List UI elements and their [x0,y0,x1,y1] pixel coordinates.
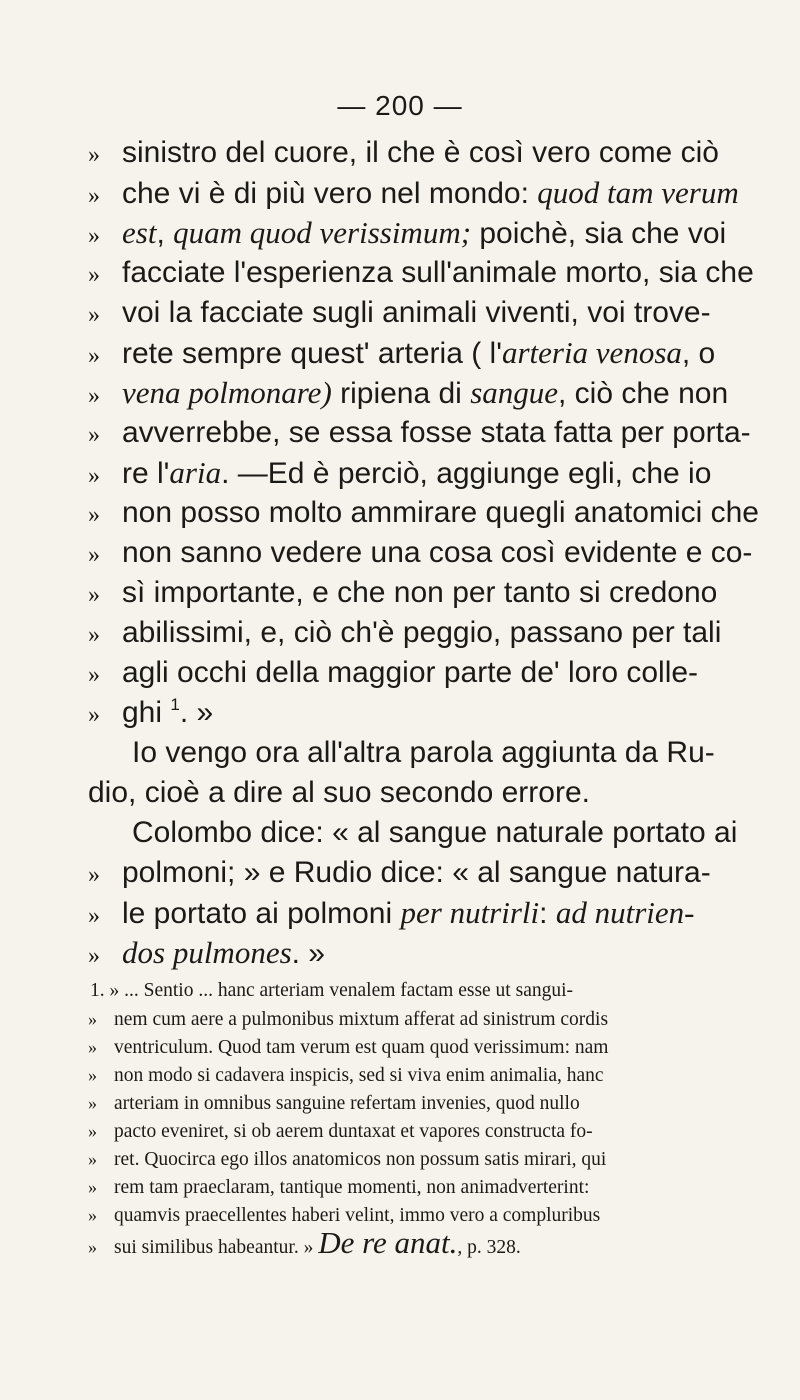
text-segment: Io vengo ora all'altra parola aggiunta da Ru- [132,736,715,769]
quote-mark: » [88,542,100,568]
body-line [88,493,758,533]
text-segment: ventriculum. Quod tam verum est quam quod verissimum: nam [114,1037,609,1058]
quote-mark: » [88,1037,97,1057]
quote-mark: » [88,463,100,489]
body-line [88,133,758,173]
text-segment: rem tam praeclaram, tantique momenti, non animadverterint: [114,1177,590,1198]
footnotes [88,977,768,1260]
footnotes-line [88,1033,768,1061]
quote-mark: » [88,302,100,328]
text-segment: nem cum aere a pulmonibus mixtum afferat ad sinistrum cordis [114,1009,609,1030]
text-segment: , ciò che non [558,377,729,410]
text-segment: . » [179,696,214,729]
footnotes-line [88,1005,768,1033]
quote-mark: » [88,1237,97,1257]
text-segment: pacto eveniret, si ob aerem duntaxat et vapores constructa fo- [114,1121,593,1142]
body-line [88,333,758,373]
text-segment: , p. 328. [457,1237,521,1258]
body-line [88,613,758,653]
italic-text: est [122,215,157,250]
text-segment: non sanno vedere una cosa così evidente e co- [122,536,753,569]
main-text [88,133,758,973]
body-line [88,213,758,253]
text-segment: rete sempre quest' arteria ( l' [122,337,502,370]
body-line [88,693,758,733]
text-segment: , [156,217,174,250]
text-segment: ret. Quocirca ego illos anatomicos non possum satis mirari, qui [114,1149,607,1170]
italic-text: quod tam verum [537,175,739,210]
quote-mark: » [88,862,100,888]
body-line [88,573,758,613]
body-line [88,173,758,213]
quote-mark: » [88,903,100,929]
quote-mark: » [88,343,100,369]
body-line [88,533,758,573]
footnotes-line [88,1117,768,1145]
page-number: — 200 — [337,90,463,121]
italic-text: aria [169,455,222,490]
body-line [88,373,758,413]
quote-mark: » [88,943,100,969]
text-segment: polmoni; » e Rudio dice: « al sangue natura- [122,856,711,889]
quote-mark: » [88,702,100,728]
body-line [88,773,758,813]
body-line [88,933,758,973]
text-segment: facciate l'esperienza sull'animale morto, sia che [122,256,754,289]
footnotes-line [88,1089,768,1117]
italic-text: per nutrirli [400,895,540,930]
footnotes-line [88,1173,768,1201]
text-segment: agli occhi della maggior parte de' loro colle- [122,656,699,689]
text-segment: . —Ed è perciò, aggiunge egli, che io [221,457,712,490]
quote-mark: » [88,502,100,528]
quote-mark: » [88,1093,97,1113]
body-line [88,253,758,293]
text-segment: Colombo dice: « al sangue naturale portato ai [132,816,738,849]
quote-mark: » [88,1009,97,1029]
italic-text: De re anat. [318,1225,458,1260]
quote-mark: » [88,1177,97,1197]
text-segment: avverrebbe, se essa fosse stata fatta per porta- [122,416,751,449]
footnotes-line [88,1061,768,1089]
italic-text: ad nutrien- [555,895,695,930]
text-segment: . » [291,937,325,970]
text-segment: poichè, sia che voi [471,217,727,250]
footnotes-line [88,1225,768,1260]
text-segment: non modo si cadavera inspicis, sed si viva enim animalia, hanc [114,1065,604,1086]
text-segment: sinistro del cuore, il che è così vero come ciò [122,136,719,169]
body-line [88,813,758,853]
text-segment: sui similibus habeantur. » [114,1237,319,1258]
quote-mark: » [88,142,100,168]
text-segment: re l' [122,457,170,490]
italic-text: quam quod verissimum; [173,215,472,250]
text-segment: : [539,897,556,930]
text-segment: non posso molto ammirare quegli anatomici che [122,496,759,529]
body-line [88,893,758,933]
text-segment: quamvis praecellentes haberi velint, immo vero a compluribus [114,1205,601,1226]
quote-mark: » [88,422,100,448]
quote-mark: » [88,223,100,249]
quote-mark: » [88,383,100,409]
body-line [88,293,758,333]
text-segment: dio, cioè a dire al suo secondo errore. [88,776,590,809]
text-segment: che vi è di più vero nel mondo: [122,177,538,210]
text-segment: abilissimi, e, ciò ch'è peggio, passano per tali [122,616,722,649]
text-segment: , o [681,337,716,370]
body-line [88,653,758,693]
body-line [88,453,758,493]
footnotes-line [88,977,768,1005]
text-segment: le portato ai polmoni [122,897,401,930]
footnote-ref: 1 [170,695,180,714]
body-line [88,413,758,453]
quote-mark: » [88,662,100,688]
text-segment: ghi [122,696,171,729]
quote-mark: » [88,183,100,209]
italic-text: arteria venosa [501,335,682,370]
footnotes-line [88,1145,768,1173]
body-line [88,733,758,773]
text-segment: arteriam in omnibus sanguine refertam invenies, quod nullo [114,1093,580,1114]
quote-mark: » [88,622,100,648]
text-segment: voi la facciate sugli animali viventi, voi trove- [122,296,711,329]
quote-mark: » [88,262,100,288]
quote-mark: » [88,1065,97,1085]
quote-mark: » [88,1149,97,1169]
text-segment: 1. » ... Sentio ... hanc arteriam venalem factam esse ut sangui- [90,980,574,1001]
text-segment: ripiena di [331,377,471,410]
quote-mark: » [88,1121,97,1141]
body-line [88,853,758,893]
quote-mark: » [88,582,100,608]
quote-mark: » [88,1205,97,1225]
italic-text: vena polmonare) [122,375,332,410]
text-segment: sì importante, e che non per tanto si credono [122,576,718,609]
italic-text: sangue [470,375,559,410]
italic-text: dos pulmones [122,935,292,970]
